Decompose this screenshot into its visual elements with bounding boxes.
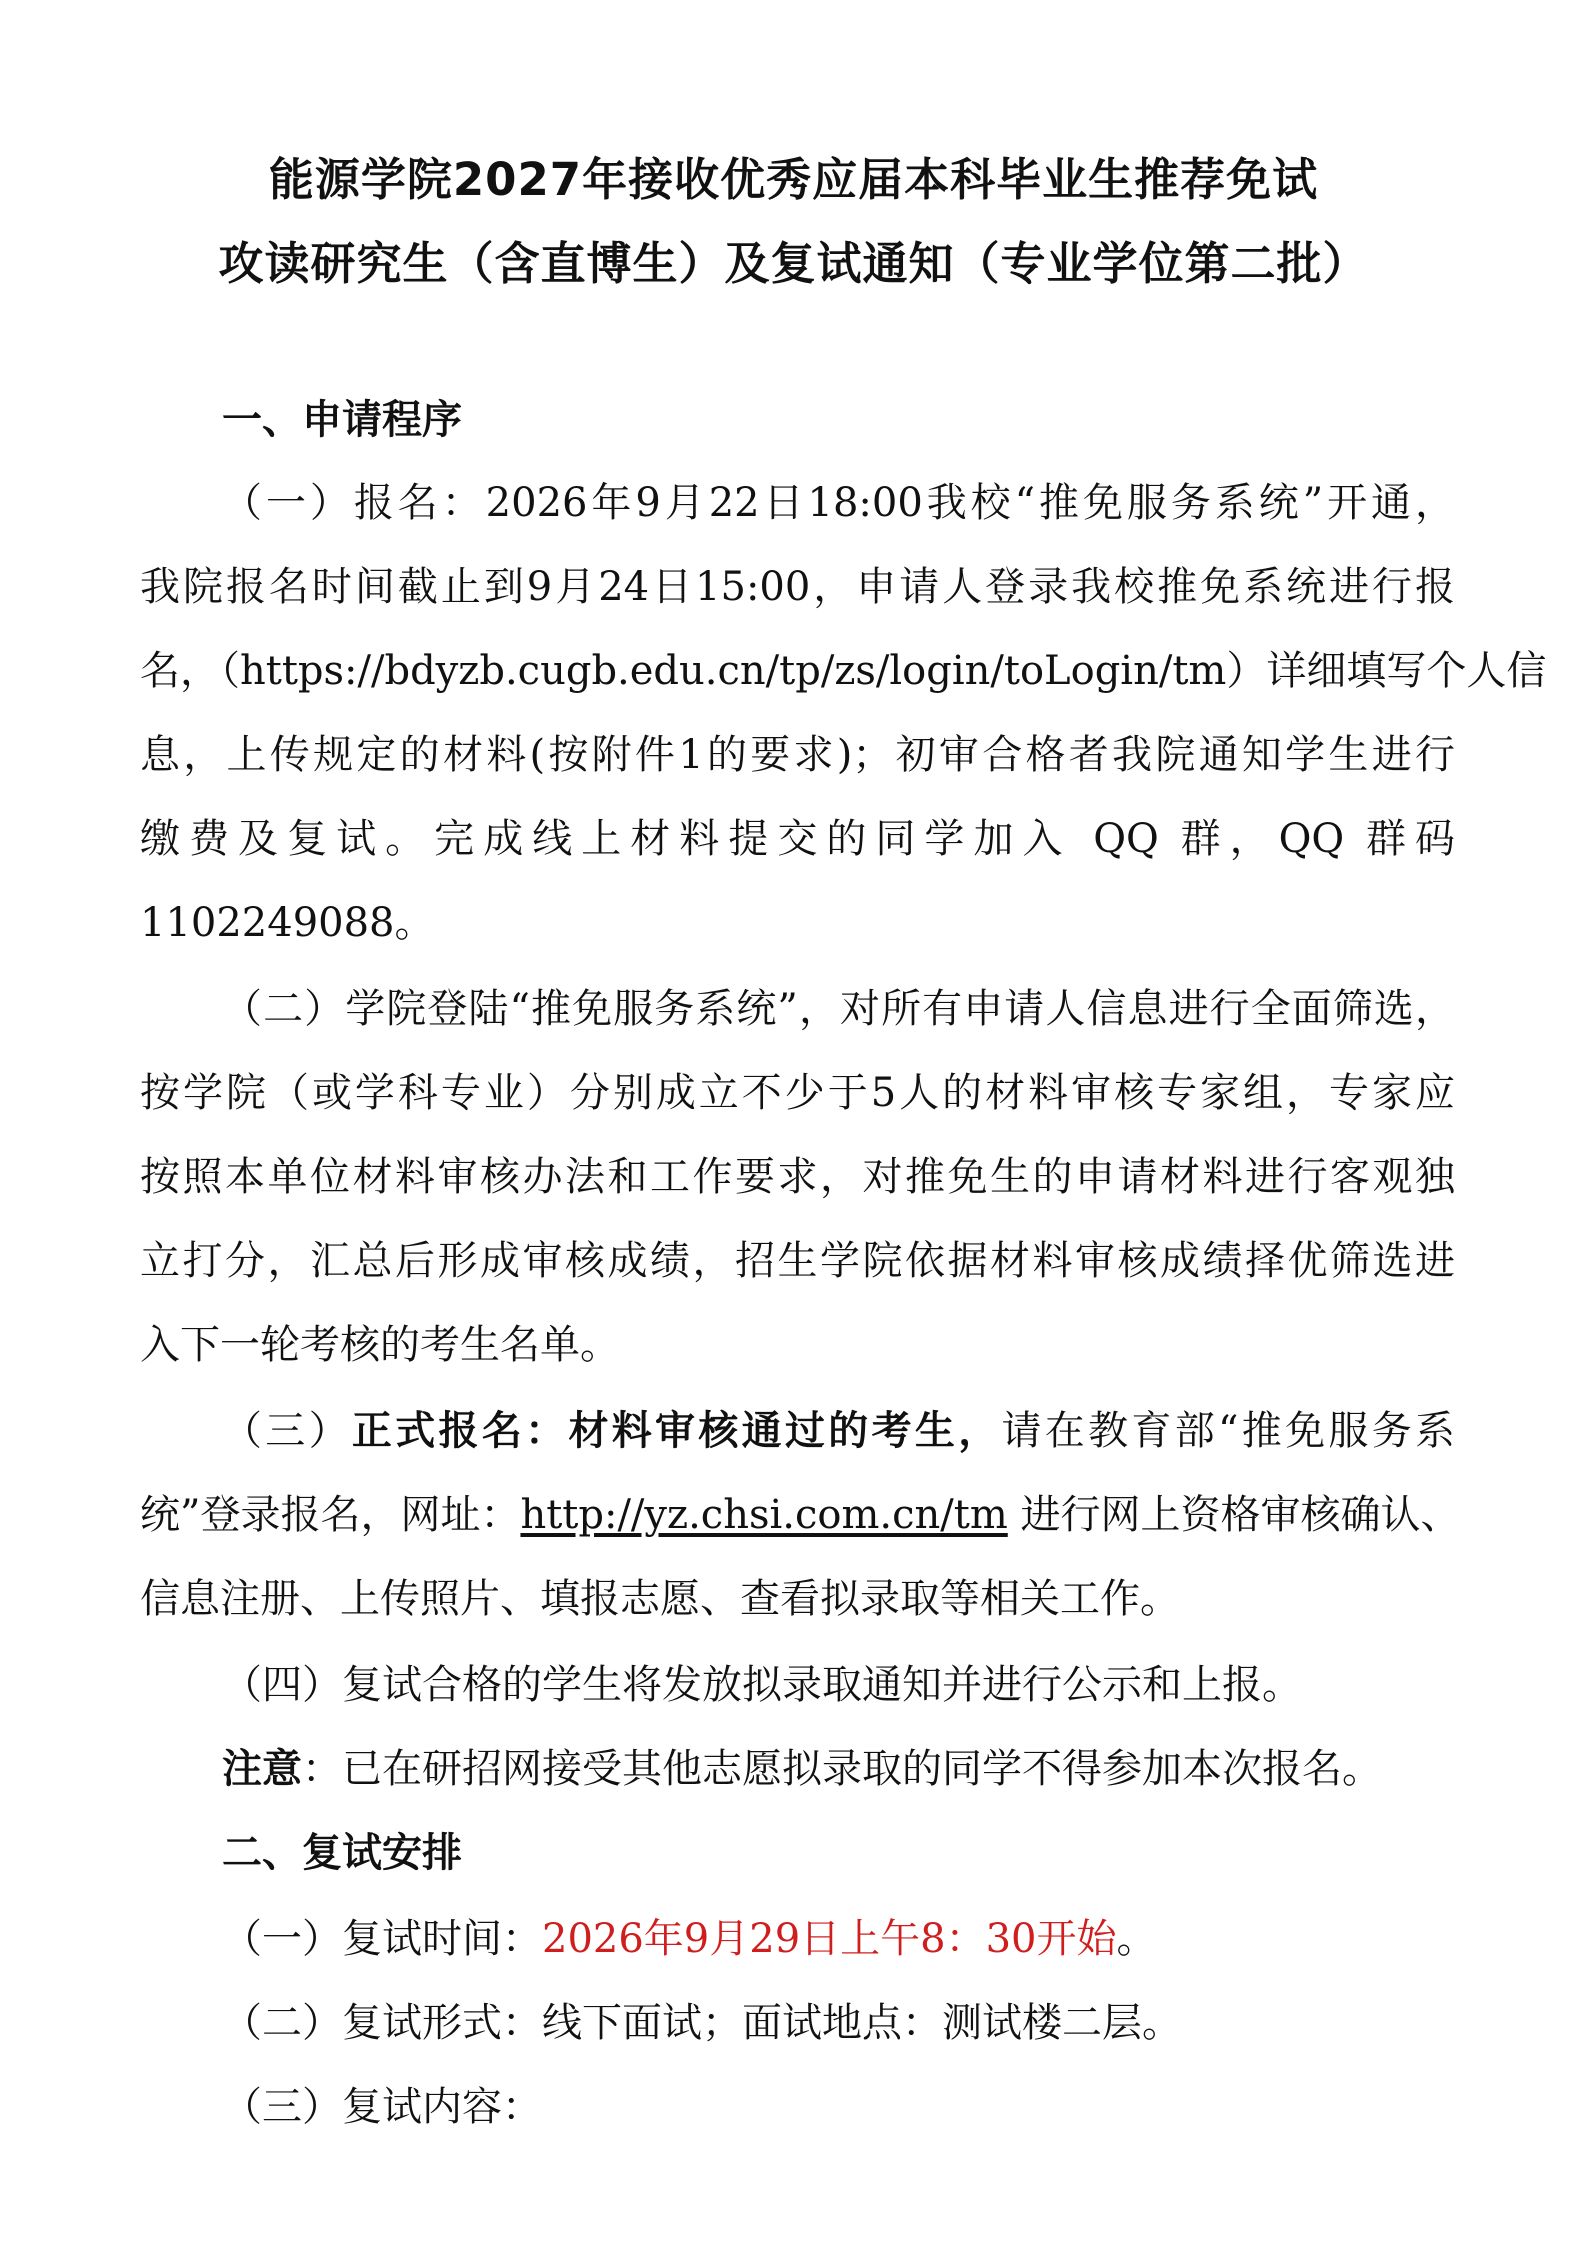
qq-group-number: 1102249088。 bbox=[140, 900, 435, 946]
retest-content-line: （三）复试内容： bbox=[222, 2084, 542, 2130]
section-heading-application: 一、申请程序 bbox=[222, 397, 462, 443]
paragraph-admission-notice: （四）复试合格的学生将发放拟录取通知并进行公示和上报。 bbox=[222, 1662, 1302, 1708]
bold-emphasis: 正式报名：材料审核通过的考生， bbox=[351, 1408, 1002, 1454]
paragraph-formal-registration-line bbox=[140, 1487, 1461, 1543]
line-text: 进行网上资格审核确认、 bbox=[1007, 1492, 1461, 1538]
item-number: （三） bbox=[222, 1408, 352, 1454]
retest-time-line bbox=[222, 1911, 1157, 1967]
paragraph-screening-line: 按照本单位材料审核办法和工作要求，对推免生的申请材料进行客观独 bbox=[140, 1154, 1455, 1200]
paragraph-screening-line: 按学院（或学科专业）分别成立不少于5人的材料审核专家组，专家应 bbox=[140, 1070, 1455, 1116]
paragraph-registration-line: 我院报名时间截止到9月24日15:00，申请人登录我校推免系统进行报 bbox=[140, 564, 1455, 610]
note-text: ：已在研招网接受其他志愿拟录取的同学不得参加本次报名。 bbox=[302, 1746, 1382, 1792]
paragraph-registration-line: 名，（https://bdyzb.cugb.edu.cn/tp/zs/login/toLogin/tm）详细填写个人信 bbox=[140, 648, 1547, 694]
paragraph-formal-registration-line: 信息注册、上传照片、填报志愿、查看拟录取等相关工作。 bbox=[140, 1576, 1180, 1622]
line-text: 请在教育部“推免服务系 bbox=[1001, 1408, 1456, 1454]
retest-time-value: 2026年9月29日上午8：30开始 bbox=[542, 1916, 1117, 1962]
chsi-url-link[interactable]: http://yz.chsi.com.cn/tm bbox=[520, 1492, 1008, 1538]
paragraph-formal-registration-line bbox=[222, 1403, 1455, 1459]
paragraph-screening-line: （二）学院登陆“推免服务系统”，对所有申请人信息进行全面筛选， bbox=[222, 986, 1455, 1032]
paragraph-registration-line: （一）报名：2026年9月22日18:00我校“推免服务系统”开通， bbox=[222, 480, 1455, 526]
line-text: 统”登录报名，网址： bbox=[140, 1492, 521, 1538]
retest-form-line: （二）复试形式：线下面试；面试地点：测试楼二层。 bbox=[222, 2000, 1182, 2046]
paragraph-screening-line: 立打分，汇总后形成审核成绩，招生学院依据材料审核成绩择优筛选进 bbox=[140, 1238, 1455, 1284]
section-heading-retest: 二、复试安排 bbox=[222, 1830, 462, 1876]
retest-time-label: （一）复试时间： bbox=[222, 1916, 542, 1962]
document-title-line-2: 攻读研究生（含直博生）及复试通知（专业学位第二批） bbox=[218, 237, 1369, 290]
paragraph-registration-line: 缴费及复试。完成线上材料提交的同学加入 QQ 群，QQ 群码 bbox=[140, 816, 1455, 862]
line-end: 。 bbox=[1116, 1916, 1157, 1962]
note-label: 注意 bbox=[222, 1746, 302, 1792]
document-title-line-1: 能源学院2027年接收优秀应届本科毕业生推荐免试 bbox=[268, 153, 1319, 206]
paragraph-screening-line: 入下一轮考核的考生名单。 bbox=[140, 1322, 620, 1368]
note-line bbox=[222, 1741, 1382, 1797]
paragraph-registration-line: 息，上传规定的材料(按附件1的要求)；初审合格者我院通知学生进行 bbox=[140, 732, 1455, 778]
